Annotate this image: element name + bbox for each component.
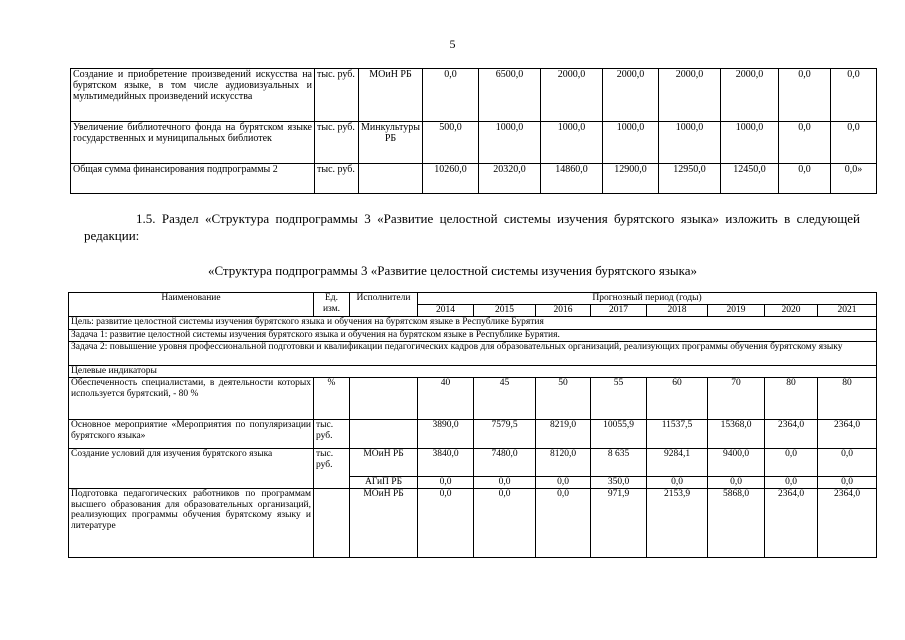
value-cell: 2000,0 (659, 69, 721, 122)
value-cell: 0,0 (765, 477, 818, 489)
row-unit (314, 489, 350, 558)
row-name: Обеспеченность специалистами, в деятельности которых используется бурятский, - 80 % (69, 378, 314, 420)
value-cell: 12450,0 (721, 164, 779, 194)
value-cell: 7480,0 (474, 449, 536, 477)
value-cell: 45 (474, 378, 536, 420)
header-year: 2017 (591, 305, 647, 317)
value-cell: 2364,0 (818, 489, 877, 558)
row-unit: тыс. руб. (315, 69, 359, 122)
indicators-row (69, 366, 877, 378)
row-executor: МОиН РБ (359, 69, 423, 122)
value-cell: 0,0 (765, 449, 818, 477)
header-year: 2021 (818, 305, 877, 317)
value-cell: 0,0 (536, 489, 591, 558)
value-cell: 3890,0 (418, 420, 474, 449)
value-cell: 2364,0 (765, 489, 818, 558)
row-unit: % (314, 378, 350, 420)
value-cell: 2153,9 (647, 489, 708, 558)
value-cell: 2364,0 (765, 420, 818, 449)
header-year: 2015 (474, 305, 536, 317)
header-row (69, 293, 877, 305)
value-cell: 60 (647, 378, 708, 420)
value-cell: 0,0» (831, 164, 877, 194)
row-executor: МОиН РБ (350, 449, 418, 477)
goal-text: Цель: развитие целостной системы изучения бурятского языка и обучения на бурятском языке в Республике Бурятия (69, 317, 877, 330)
value-cell: 0,0 (418, 477, 474, 489)
value-cell: 6500,0 (479, 69, 541, 122)
row-executor: МОиН РБ (350, 489, 418, 558)
value-cell: 10055,9 (591, 420, 647, 449)
row-executor (350, 420, 418, 449)
value-cell: 0,0 (779, 122, 831, 164)
value-cell: 0,0 (831, 122, 877, 164)
value-cell: 1000,0 (479, 122, 541, 164)
table-row (69, 449, 877, 477)
value-cell: 0,0 (423, 69, 479, 122)
subprogram2-continuation-table (70, 68, 877, 194)
header-period: Прогнозный период (годы) (418, 293, 877, 305)
header-unit: Ед. изм. (314, 293, 350, 317)
value-cell: 80 (765, 378, 818, 420)
header-year: 2014 (418, 305, 474, 317)
task-row (69, 342, 877, 366)
value-cell: 0,0 (708, 477, 765, 489)
value-cell: 8120,0 (536, 449, 591, 477)
table-row (69, 420, 877, 449)
value-cell: 7579,5 (474, 420, 536, 449)
row-unit: тыс. руб. (315, 164, 359, 194)
value-cell: 1000,0 (721, 122, 779, 164)
header-year: 2018 (647, 305, 708, 317)
value-cell: 971,9 (591, 489, 647, 558)
row-name: Увеличение библиотечного фонда на бурятском языке государственных и муниципальных библиотек (71, 122, 315, 164)
value-cell: 8 635 (591, 449, 647, 477)
value-cell: 0,0 (647, 477, 708, 489)
value-cell: 0,0 (474, 489, 536, 558)
value-cell: 14860,0 (541, 164, 603, 194)
table-row (71, 69, 877, 122)
value-cell: 2000,0 (541, 69, 603, 122)
task2-text: Задача 2: повышение уровня профессиональной подготовки и квалификации педагогических кадров для образовательных организаций, реализующих программы обучения бурятскому языку (69, 342, 877, 366)
value-cell: 10260,0 (423, 164, 479, 194)
value-cell: 0,0 (818, 449, 877, 477)
amendment-paragraph: 1.5. Раздел «Структура подпрограммы 3 «Развитие целостной системы изучения бурятского языка» изложить в следующей редакции: (84, 211, 860, 243)
header-year: 2019 (708, 305, 765, 317)
value-cell: 40 (418, 378, 474, 420)
value-cell: 0,0 (779, 164, 831, 194)
value-cell: 0,0 (779, 69, 831, 122)
row-name: Создание условий для изучения бурятского языка (69, 449, 314, 489)
value-cell: 0,0 (536, 477, 591, 489)
row-unit: тыс. руб. (315, 122, 359, 164)
value-cell: 20320,0 (479, 164, 541, 194)
value-cell: 350,0 (591, 477, 647, 489)
value-cell: 12900,0 (603, 164, 659, 194)
table-row (71, 122, 877, 164)
table-row (69, 378, 877, 420)
value-cell: 9400,0 (708, 449, 765, 477)
row-executor (350, 378, 418, 420)
value-cell: 80 (818, 378, 877, 420)
value-cell: 9284,1 (647, 449, 708, 477)
value-cell: 12950,0 (659, 164, 721, 194)
value-cell: 0,0 (474, 477, 536, 489)
page-number: 5 (449, 37, 456, 51)
row-name: Создание и приобретение произведений искусства на бурятском языке, в том числе аудиовизуальных и мультимедийных произведений искусства (71, 69, 315, 122)
row-name: Основное мероприятие «Мероприятия по популяризации бурятского языка» (69, 420, 314, 449)
row-name: Подготовка педагогических работников по программам высшего образования для образовательных организаций, реализующих программы обучения бурятскому языку и литературе (69, 489, 314, 558)
row-name: Общая сумма финансирования подпрограммы 2 (71, 164, 315, 194)
table-row (69, 489, 877, 558)
task-row (69, 330, 877, 342)
value-cell: 2000,0 (721, 69, 779, 122)
value-cell: 70 (708, 378, 765, 420)
value-cell: 11537,5 (647, 420, 708, 449)
indicators-label: Целевые индикаторы (69, 366, 877, 378)
row-executor: Минкультуры РБ (359, 122, 423, 164)
subprogram3-structure-table (68, 292, 877, 558)
value-cell: 5868,0 (708, 489, 765, 558)
value-cell: 0,0 (418, 489, 474, 558)
header-executors: Исполнители (350, 293, 418, 317)
value-cell: 1000,0 (659, 122, 721, 164)
value-cell: 1000,0 (541, 122, 603, 164)
value-cell: 3840,0 (418, 449, 474, 477)
goal-row (69, 317, 877, 330)
value-cell: 1000,0 (603, 122, 659, 164)
header-name: Наименование (69, 293, 314, 317)
value-cell: 55 (591, 378, 647, 420)
task1-text: Задача 1: развитие целостной системы изучения бурятского языка и обучения на бурятском языке в Республике Бурятия. (69, 330, 877, 342)
value-cell: 15368,0 (708, 420, 765, 449)
value-cell: 0,0 (831, 69, 877, 122)
table-row (71, 164, 877, 194)
value-cell: 0,0 (818, 477, 877, 489)
value-cell: 500,0 (423, 122, 479, 164)
row-executor: АГиП РБ (350, 477, 418, 489)
row-executor (359, 164, 423, 194)
value-cell: 8219,0 (536, 420, 591, 449)
header-year: 2016 (536, 305, 591, 317)
value-cell: 2364,0 (818, 420, 877, 449)
header-year: 2020 (765, 305, 818, 317)
row-unit: тыс. руб. (314, 420, 350, 449)
value-cell: 50 (536, 378, 591, 420)
value-cell: 2000,0 (603, 69, 659, 122)
section-heading: «Структура подпрограммы 3 «Развитие целостной системы изучения бурятского языка» (207, 263, 698, 278)
row-unit: тыс. руб. (314, 449, 350, 489)
